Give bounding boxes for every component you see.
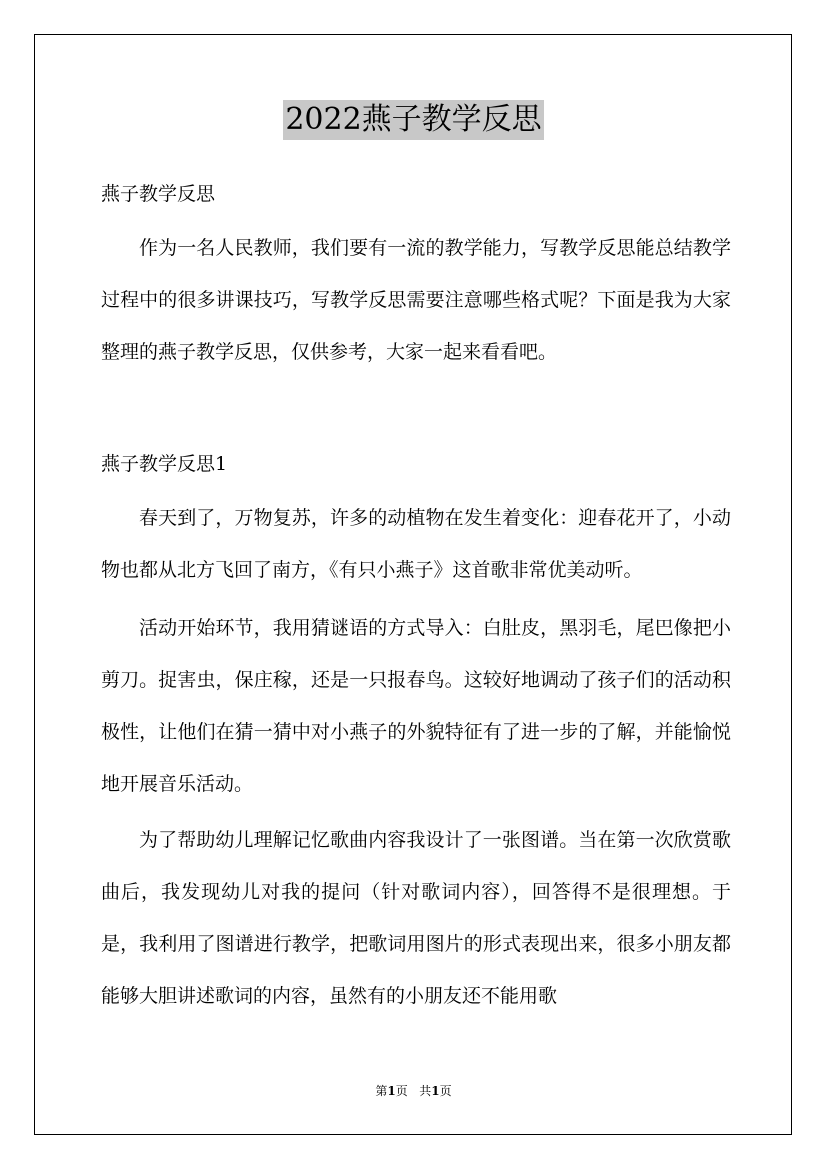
title-container [0, 100, 827, 140]
page-footer [0, 1083, 827, 1099]
intro-heading: 燕子教学反思 [101, 183, 216, 205]
footer-page-suffix: 页 [395, 1084, 408, 1098]
section-1-paragraph-1: 春天到了，万物复苏，许多的动植物在发生着变化：迎春花开了，小动物也都从北方飞回了南方，《有只小燕子》这首歌非常优美动听。 [101, 507, 731, 581]
footer-total-suffix: 页 [439, 1084, 452, 1098]
footer-page-number: 1 [387, 1084, 396, 1098]
intro-paragraph: 作为一名人民教师，我们要有一流的教学能力，写教学反思能总结教学过程中的很多讲课技巧，写教学反思需要注意哪些格式呢？下面是我为大家整理的燕子教学反思，仅供参考，大家一起来看看吧。 [101, 237, 731, 363]
section-1-paragraph-2: 活动开始环节，我用猜谜语的方式导入：白肚皮，黑羽毛，尾巴像把小剪刀。捉害虫，保庄稼，还是一只报春鸟。这较好地调动了孩子们的活动积极性，让他们在猜一猜中对小燕子的外貌特征有了进一步的了解，并能愉悦地开展音乐活动。 [101, 617, 731, 795]
footer-total-prefix: 共 [419, 1084, 432, 1098]
section-1-heading: 燕子教学反思1 [101, 453, 228, 475]
footer-page-prefix: 第 [375, 1084, 388, 1098]
document-title: 2022燕子教学反思 [283, 100, 543, 140]
footer-total-number: 1 [431, 1084, 440, 1098]
section-1-paragraph-3: 为了帮助幼儿理解记忆歌曲内容我设计了一张图谱。当在第一次欣赏歌曲后，我发现幼儿对我的提问（针对歌词内容），回答得不是很理想。于是，我利用了图谱进行教学，把歌词用图片的形式表现出来，很多小朋友都能够大胆讲述歌词的内容，虽然有的小朋友还不能用歌 [101, 829, 731, 1007]
